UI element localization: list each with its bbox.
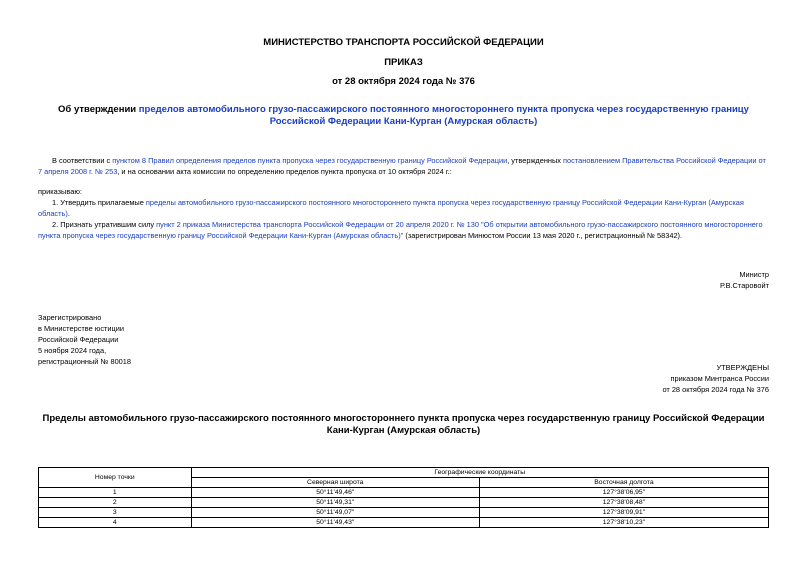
table-title: Пределы автомобильного грузо-пассажирского постоянного многостороннего пункта пропуска через государственную границу Российской Федерации Кани-Курган (Амурская область) [42, 413, 765, 436]
item-2-text-2: (зарегистрирован Минюстом России 13 мая 2020 г., регистрационный № 58342). [403, 231, 683, 240]
registration-line: в Министерстве юстиции [38, 324, 125, 333]
preamble-text-1: В соответствии с [52, 156, 113, 165]
rules-point-8-link[interactable]: пунктом 8 Правил определения пределов пункта пропуска через государственную границу Российской Федерации [112, 156, 508, 165]
preamble-text-2: , утвержденных [507, 156, 564, 165]
signer-position: Министр [739, 270, 769, 279]
table-row [39, 518, 769, 528]
coordinates-table [38, 467, 769, 528]
table-row [39, 488, 769, 498]
header-latitude: Северная широта [191, 478, 479, 488]
signature-block [720, 269, 769, 291]
header-point-number: Номер точки [39, 468, 192, 488]
registration-line: 5 ноября 2024 года, [38, 346, 107, 355]
point-number-cell: 3 [39, 508, 192, 518]
longitude-cell: 127°38'06,95" [479, 488, 768, 498]
item-1-text-2: . [67, 209, 70, 218]
latitude-cell: 50°11'49,31" [191, 498, 479, 508]
latitude-cell: 50°11'49,43" [191, 518, 479, 528]
order-label: приказываю: [38, 187, 82, 196]
registration-line: Зарегистрировано [38, 313, 102, 322]
document-title [50, 104, 757, 128]
ministry-heading: МИНИСТЕРСТВО ТРАНСПОРТА РОССИЙСКОЙ ФЕДЕРАЦИИ [263, 37, 544, 48]
longitude-cell: 127°38'10,23" [479, 518, 768, 528]
government-decree-link[interactable]: постановлением Правительства Российской Федерации от 7 апреля 2008 г. № 253 [38, 156, 766, 176]
approval-line: приказом Минтранса России [670, 374, 769, 383]
item-2-text-1: 2. Признать утратившим силу [52, 220, 157, 229]
registration-block [38, 312, 131, 367]
approval-line: от 28 октября 2024 года № 376 [662, 385, 769, 394]
order-130-link[interactable]: пункт 2 приказа Министерства транспорта Российской Федерации от 20 апреля 2020 г. № 130 "Об открытии автомобильного грузо-пассажирского постоянного многостороннего пункта пропуска через государственную границу Российской Федерации Кани-Курган (Амурская область)" [38, 220, 763, 240]
latitude-cell: 50°11'49,46" [191, 488, 479, 498]
order-heading: ПРИКАЗ [384, 57, 423, 68]
approval-block [662, 362, 769, 395]
latitude-cell: 50°11'49,07" [191, 508, 479, 518]
item-1-paragraph [38, 197, 770, 219]
limits-link[interactable]: пределы автомобильного грузо-пассажирского постоянного многостороннего пункта пропуска через государственную границу Российской Федерации Кани-Курган (Амурская область) [38, 198, 744, 218]
longitude-cell: 127°38'09,91" [479, 508, 768, 518]
title-link[interactable]: пределов автомобильного грузо-пассажирского постоянного многостороннего пункта пропуска через государственную границу Российской Федерации Кани-Курган (Амурская область) [138, 104, 749, 127]
item-1-text-1: 1. Утвердить прилагаемые [52, 198, 146, 207]
table-row [39, 498, 769, 508]
preamble-paragraph [38, 155, 770, 177]
title-prefix: Об утверждении [58, 104, 139, 115]
longitude-cell: 127°38'08,48" [479, 498, 768, 508]
point-number-cell: 4 [39, 518, 192, 528]
registration-line: регистрационный № 80018 [38, 357, 132, 366]
item-2-paragraph [38, 219, 770, 241]
point-number-cell: 1 [39, 488, 192, 498]
signer-name: Р.В.Старовойт [719, 281, 769, 290]
table-header-row [39, 468, 769, 478]
order-date-number: от 28 октября 2024 года № 376 [332, 76, 475, 87]
preamble-text-3: , и на основании акта комиссии по определению пределов пункта пропуска от 10 октября 2024 г.: [117, 167, 452, 176]
point-number-cell: 2 [39, 498, 192, 508]
table-row [39, 508, 769, 518]
header-longitude: Восточная долгота [479, 478, 768, 488]
header-coordinates: Географические координаты [191, 468, 768, 478]
approval-line: УТВЕРЖДЕНЫ [716, 363, 769, 372]
registration-line: Российской Федерации [38, 335, 119, 344]
